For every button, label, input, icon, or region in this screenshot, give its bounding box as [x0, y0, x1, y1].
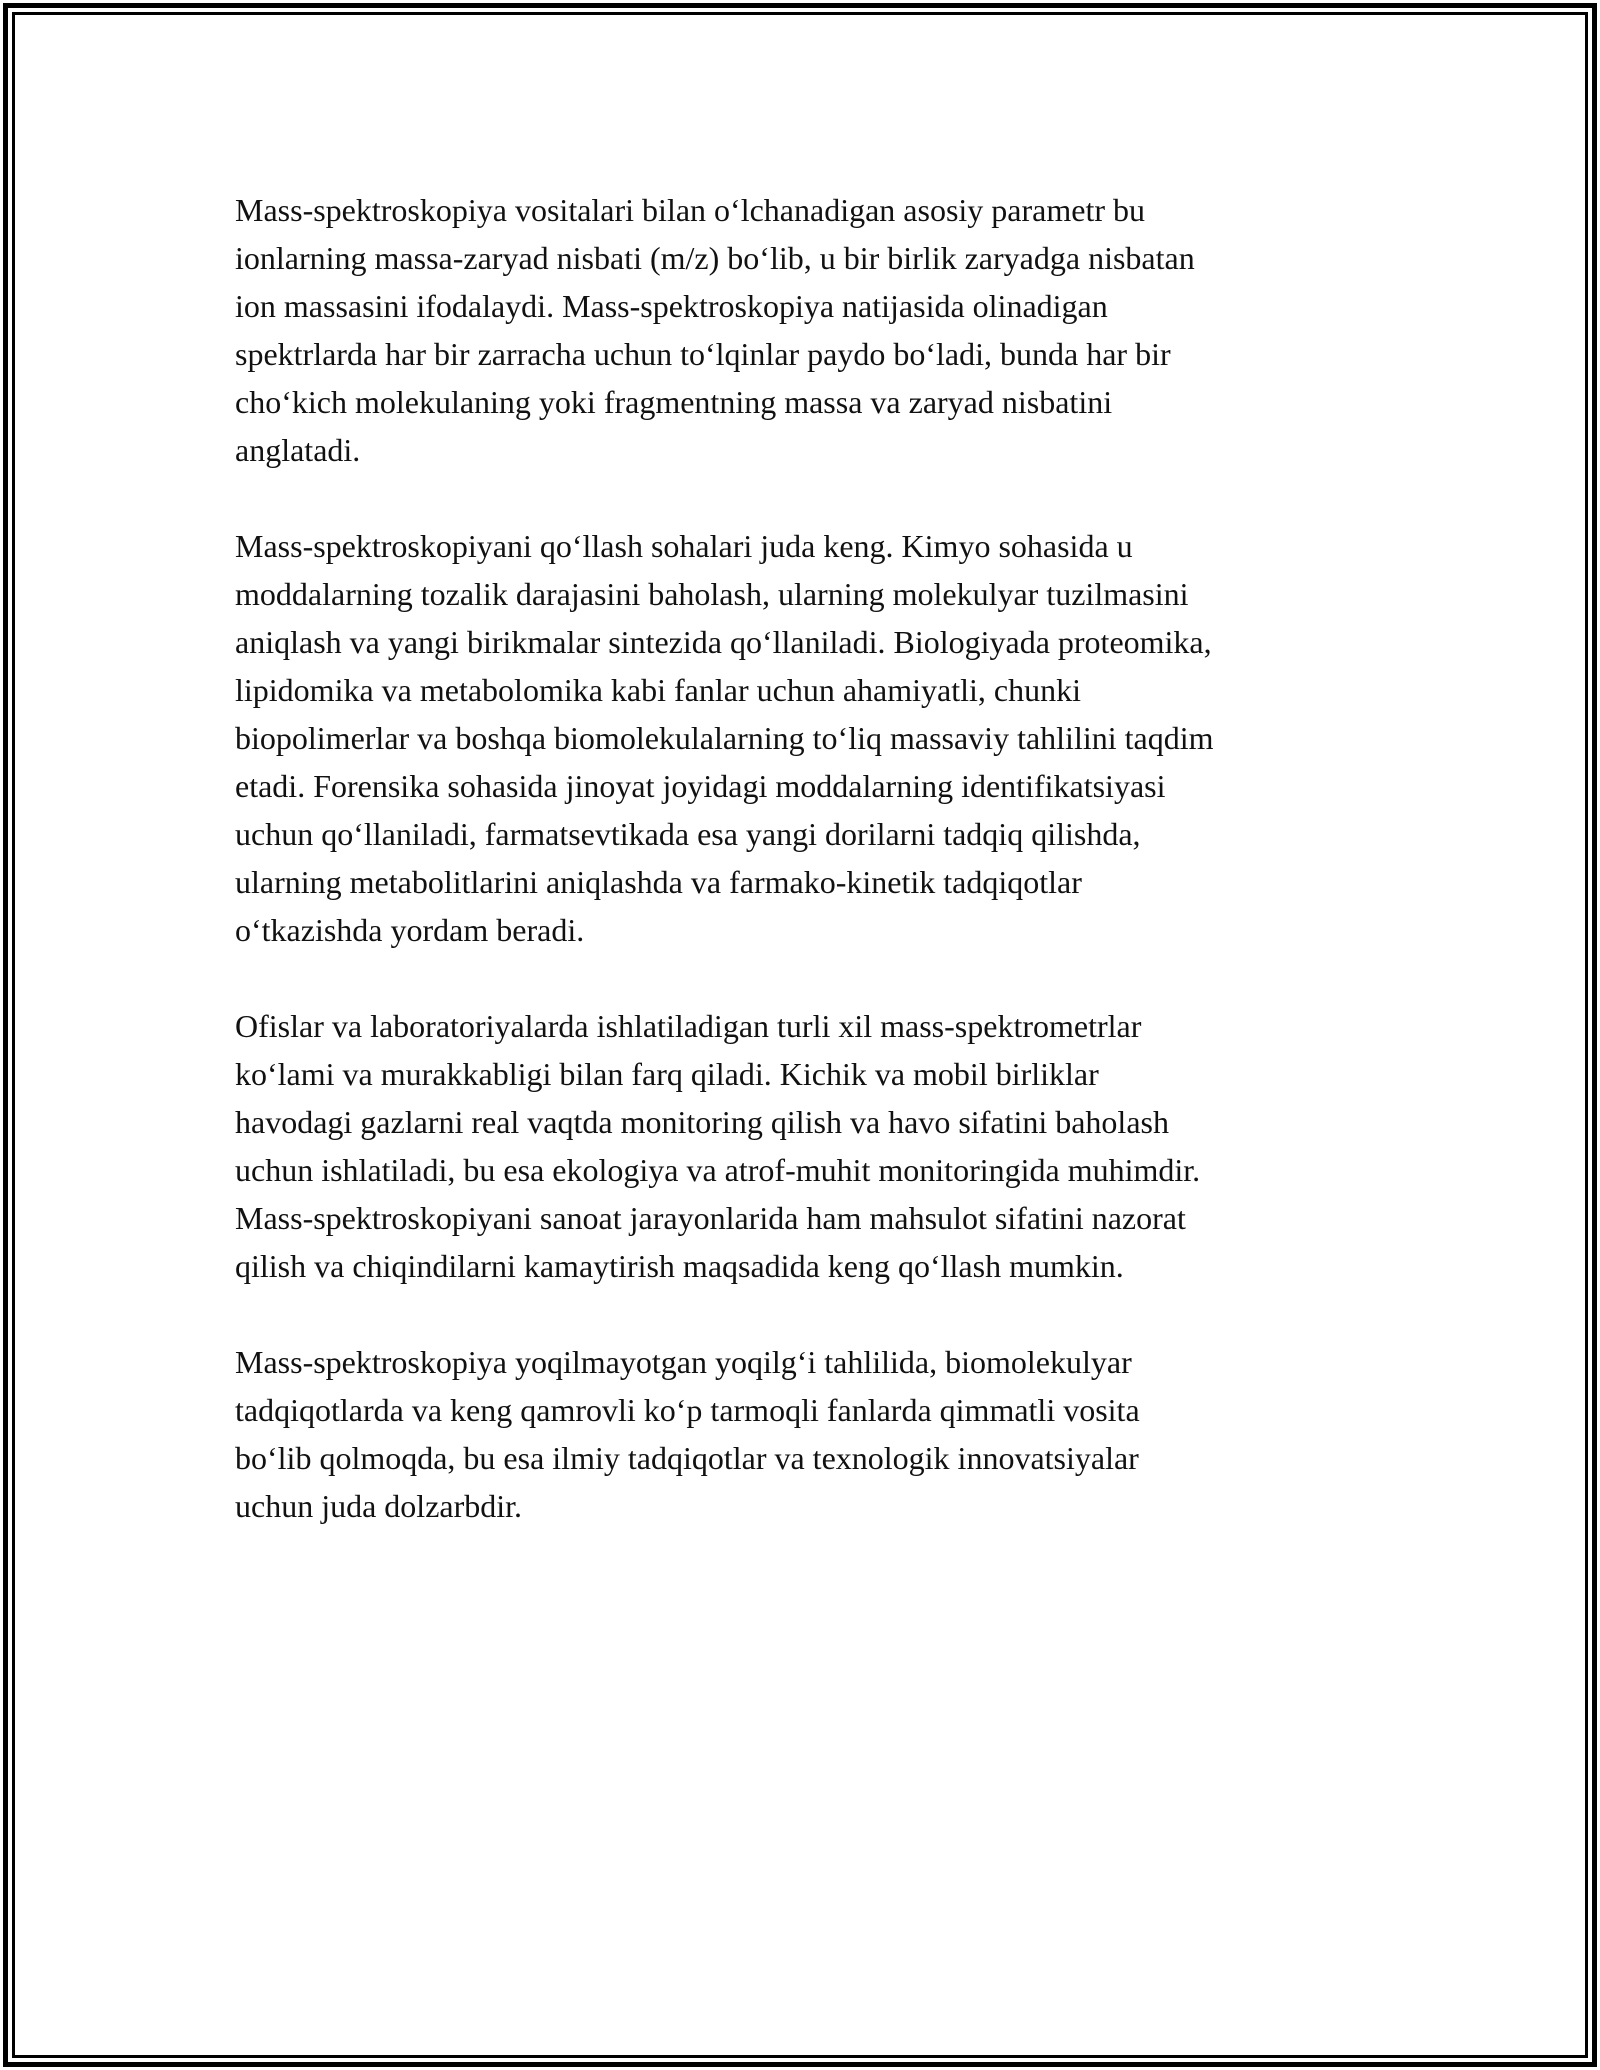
paragraph-line: tadqiqotlarda va keng qamrovli ko‘p tarmoqli fanlarda qimmatli vosita: [235, 1392, 1140, 1428]
paragraph-line: ko‘lami va murakkabligi bilan farq qiladi. Kichik va mobil birliklar: [235, 1056, 1099, 1092]
paragraph-line: Mass-spektroskopiyani sanoat jarayonlarida ham mahsulot sifatini nazorat: [235, 1200, 1186, 1236]
paragraph-line: uchun qo‘llaniladi, farmatsevtikada esa yangi dorilarni tadqiq qilishda,: [235, 816, 1141, 852]
paragraph-line: lipidomika va metabolomika kabi fanlar uchun ahamiyatli, chunki: [235, 672, 1081, 708]
paragraph-line: uchun juda dolzarbdir.: [235, 1488, 523, 1524]
paragraph-line: ion massasini ifodalaydi. Mass-spektroskopiya natijasida olinadigan: [235, 288, 1108, 324]
paragraph-line: etadi. Forensika sohasida jinoyat joyidagi moddalarning identifikatsiyasi: [235, 768, 1166, 804]
paragraph-line: bo‘lib qolmoqda, bu esa ilmiy tadqiqotlar va texnologik innovatsiyalar: [235, 1440, 1139, 1476]
paragraph-line: ionlarning massa-zaryad nisbati (m/z) bo‘lib, u bir birlik zaryadga nisbatan: [235, 240, 1195, 276]
paragraph-line: o‘tkazishda yordam beradi.: [235, 912, 585, 948]
document-body: [235, 186, 1365, 1578]
paragraph-line: spektrlarda har bir zarracha uchun to‘lqinlar paydo bo‘ladi, bunda har bir: [235, 336, 1171, 372]
paragraph-line: moddalarning tozalik darajasini baholash, ularning molekulyar tuzilmasini: [235, 576, 1189, 612]
paragraph-line: qilish va chiqindilarni kamaytirish maqsadida keng qo‘llash mumkin.: [235, 1248, 1124, 1284]
paragraph-line: uchun ishlatiladi, bu esa ekologiya va atrof-muhit monitoringida muhimdir.: [235, 1152, 1201, 1188]
paragraph-4: [235, 1338, 1365, 1530]
paragraph-line: anglatadi.: [235, 432, 361, 468]
paragraph-3: [235, 1002, 1365, 1290]
paragraph-line: Ofislar va laboratoriyalarda ishlatiladigan turli xil mass-spektrometrlar: [235, 1008, 1142, 1044]
paragraph-line: ularning metabolitlarini aniqlashda va farmako-kinetik tadqiqotlar: [235, 864, 1082, 900]
paragraph-line: aniqlash va yangi birikmalar sintezida qo‘llaniladi. Biologiyada proteomika,: [235, 624, 1212, 660]
paragraph-1: [235, 186, 1365, 474]
paragraph-2: [235, 522, 1365, 954]
paragraph-line: biopolimerlar va boshqa biomolekulalarning to‘liq massaviy tahlilini taqdim: [235, 720, 1214, 756]
paragraph-line: Mass-spektroskopiya vositalari bilan o‘lchanadigan asosiy parametr bu: [235, 192, 1145, 228]
paragraph-line: havodagi gazlarni real vaqtda monitoring qilish va havo sifatini baholash: [235, 1104, 1169, 1140]
paragraph-line: cho‘kich molekulaning yoki fragmentning massa va zaryad nisbatini: [235, 384, 1113, 420]
paragraph-line: Mass-spektroskopiyani qo‘llash sohalari juda keng. Kimyo sohasida u: [235, 528, 1133, 564]
paragraph-line: Mass-spektroskopiya yoqilmayotgan yoqilg‘i tahlilida, biomolekulyar: [235, 1344, 1132, 1380]
